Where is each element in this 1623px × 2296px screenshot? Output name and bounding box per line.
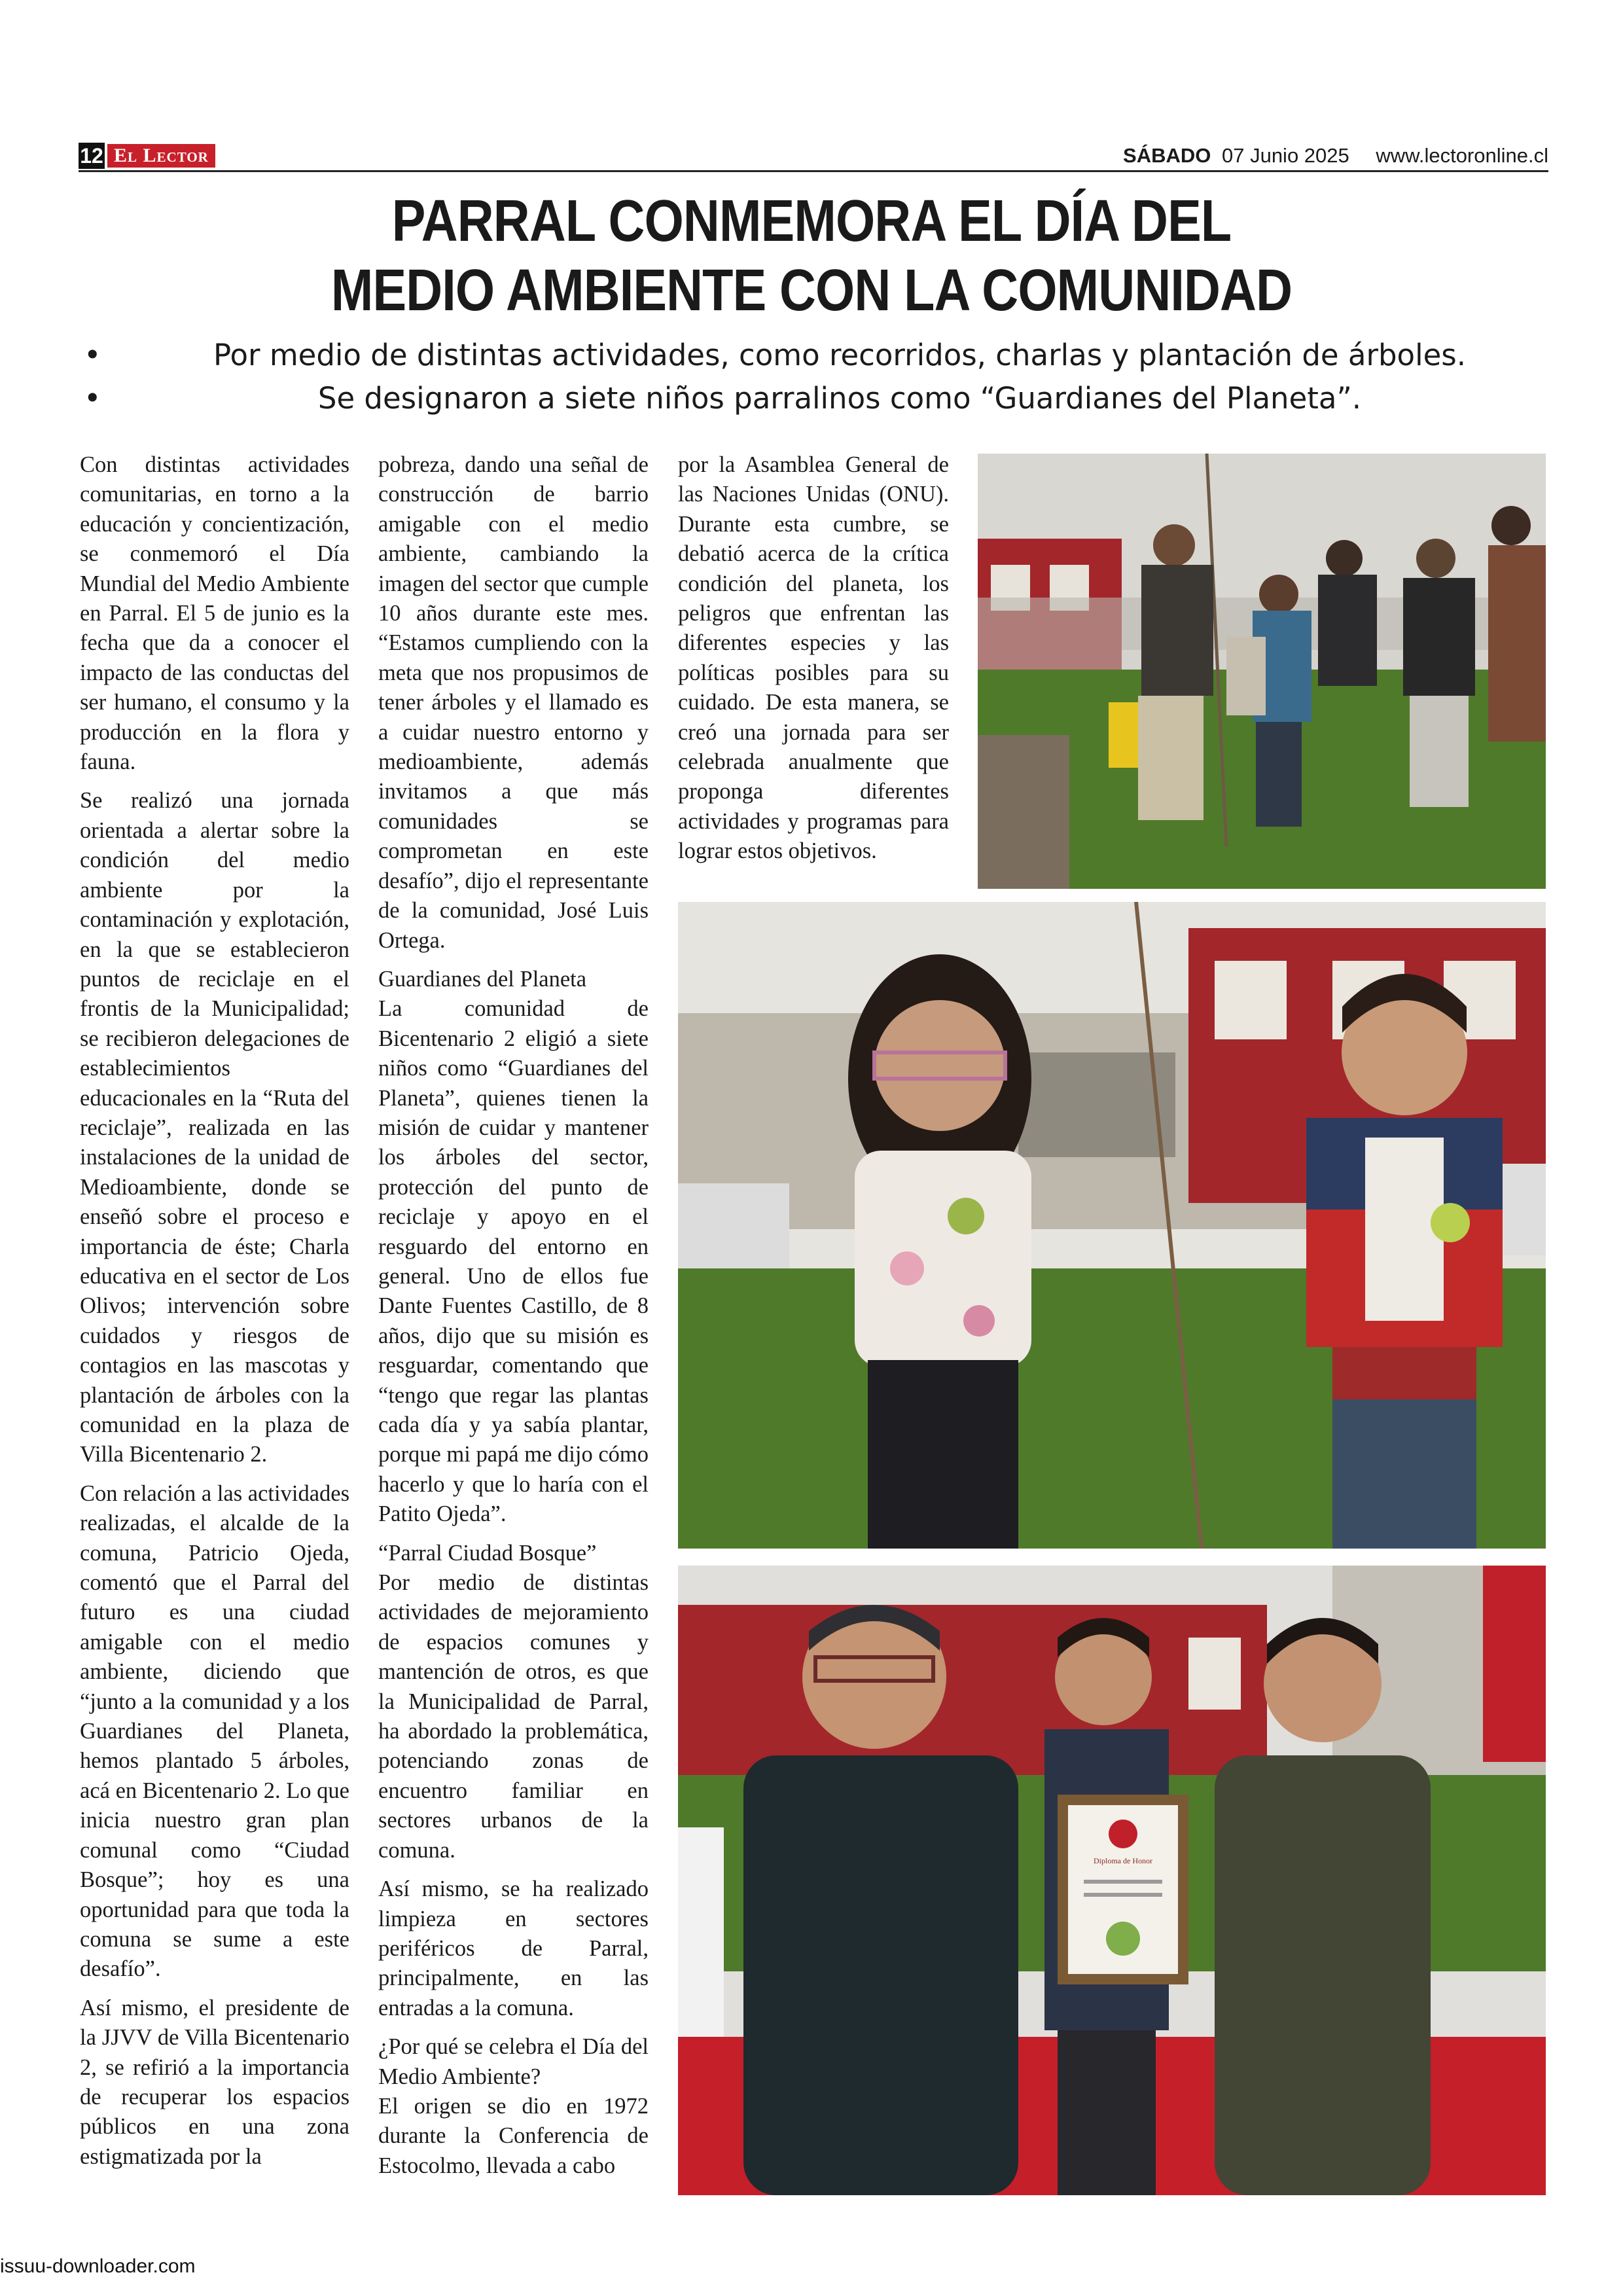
source-watermark: issuu-downloader.com bbox=[0, 2255, 196, 2277]
paragraph: Así mismo, el presidente de la JJVV de Villa Bicentenario 2, se refirió a la importancia de recuperar los espacios públicos en una zona estigmatizada por la bbox=[80, 1995, 349, 2169]
article-title bbox=[226, 187, 1397, 325]
bullet-icon: • bbox=[84, 338, 101, 372]
subheading: ¿Por qué se celebra el Día del Medio Ambiente? bbox=[378, 2034, 649, 2089]
website-link[interactable]: www.lectoronline.cl bbox=[1376, 144, 1548, 167]
paragraph: La comunidad de Bicentenario 2 eligió a siete niños como “Guardianes del Planeta”, quienes tienen la misión de cuidar y mantener los árboles del sector, protección del punto de reciclaje y apoyo en el resguardo del entorno en general. Uno de ellos fue Dante Fuentes Castillo, de 8 años, dijo que su misión es resguardar, comentando que “tengo que regar las plantas cada día y ya sabía plantar, porque mi papá me dijo cómo hacerlo y que lo haría con el Patito Ojeda”. bbox=[378, 996, 649, 1527]
page-header bbox=[79, 143, 1548, 172]
paragraph: Con relación a las actividades realizadas, el alcalde de la comuna, Patricio Ojeda, comentó que el Parral del futuro es una ciudad amigable con el medio ambiente, diciendo que “junto a la comunidad y a los Guardianes del Planeta, hemos plantado 5 árboles, acá en Bicentenario 2. Lo que inicia nuestro gran plan comunal como “Ciudad Bosque”; hoy es una oportunidad para que toda la comuna se sume a este desafío”. bbox=[80, 1480, 349, 1982]
bullet-icon: • bbox=[84, 381, 101, 416]
subheading: “Parral Ciudad Bosque” bbox=[378, 1540, 597, 1566]
bullet-item bbox=[79, 377, 1548, 420]
issue-date: 07 Junio 2025 bbox=[1221, 144, 1349, 167]
article-column-1 bbox=[80, 450, 349, 2181]
title-line-2: MEDIO AMBIENTE CON LA COMUNIDAD bbox=[330, 258, 1293, 323]
photo-guardians-children bbox=[678, 902, 1546, 1549]
paragraph: El origen se dio en 1972 durante la Conferencia de Estocolmo, llevada a cabo bbox=[378, 2093, 649, 2178]
paragraph: Con distintas actividades comunitarias, en torno a la educación y concientización, se conmemoró el Día Mundial del Medio Ambiente en Parral. El 5 de junio es la fecha que da a conocer el impacto de las conductas del ser humano, el consumo y la producción en la flora y fauna. bbox=[80, 452, 349, 775]
paragraph: por la Asamblea General de las Naciones Unidas (ONU). Durante esta cumbre, se debatió acerca de la crítica condición del planeta, los peligros que enfrentan las diferentes especies y las políticas posibles para su cuidado. De esta manera, se creó una jornada para ser celebrada anualmente que proponga diferentes actividades y programas para lograr estos objetivos. bbox=[678, 452, 949, 864]
issue-day: SÁBADO bbox=[1123, 144, 1211, 167]
bullet-text: Se designaron a siete niños parralinos como “Guardianes del Planeta”. bbox=[317, 381, 1362, 416]
bullet-item bbox=[79, 334, 1548, 377]
paragraph: Se realizó una jornada orientada a alertar sobre la condición del medio ambiente por la contaminación y explotación, en la que se establecieron puntos de reciclaje en el frontis de la Municipalidad; se recibieron delegaciones de establecimientos educacionales en la “Ruta del reciclaje”, realizada en las instalaciones de la unidad de Medioambiente, donde se enseñó sobre el proceso e importancia de éste; Charla educativa en el sector de Los Olivos; intervención sobre cuidados y riesgos de contagios en las mascotas y plantación de árboles con la comunidad en la plaza de Villa Bicentenario 2. bbox=[80, 788, 349, 1467]
masthead-logo[interactable]: El Lector bbox=[107, 144, 215, 168]
photo-tree-planting bbox=[978, 454, 1546, 889]
photo-diploma-award-image bbox=[678, 1566, 1546, 2195]
article-column-3 bbox=[678, 450, 949, 876]
bullet-text: Por medio de distintas actividades, como recorridos, charlas y plantación de árboles. bbox=[213, 338, 1467, 372]
paragraph: Por medio de distintas actividades de mejoramiento de espacios comunes y mantención de otros, es que la Municipalidad de Parral, ha abordado la problemática, potenciando zonas de encuentro familiar en sectores urbanos de la comuna. bbox=[378, 1570, 649, 1863]
paragraph: pobreza, dando una señal de construcción de barrio amigable con el medio ambiente, cambiando la imagen del sector que cumple 10 años durante este mes. “Estamos cumpliendo con la meta que nos propusimos de tener árboles y el llamado es a cuidar nuestro entorno y medioambiente, además invitamos a que más comunidades se comprometan en este desafío”, dijo el representante de la comunidad, José Luis Ortega. bbox=[378, 452, 649, 953]
photo-guardians-children-image bbox=[678, 902, 1546, 1549]
photo-tree-planting-image bbox=[978, 454, 1546, 889]
photo-diploma-award bbox=[678, 1566, 1546, 2195]
paragraph: Así mismo, se ha realizado limpieza en sectores periféricos de Parral, principalmente, en las entradas a la comuna. bbox=[378, 1876, 649, 2020]
issue-info bbox=[1118, 143, 1548, 169]
page-number: 12 bbox=[79, 143, 105, 169]
diploma-title: Diploma de Honor bbox=[1094, 1856, 1152, 1865]
article-column-2 bbox=[378, 450, 649, 2190]
summary-bullets bbox=[79, 334, 1548, 420]
title-line-1: PARRAL CONMEMORA EL DÍA DEL bbox=[391, 188, 1232, 254]
subheading: Guardianes del Planeta bbox=[378, 966, 587, 992]
